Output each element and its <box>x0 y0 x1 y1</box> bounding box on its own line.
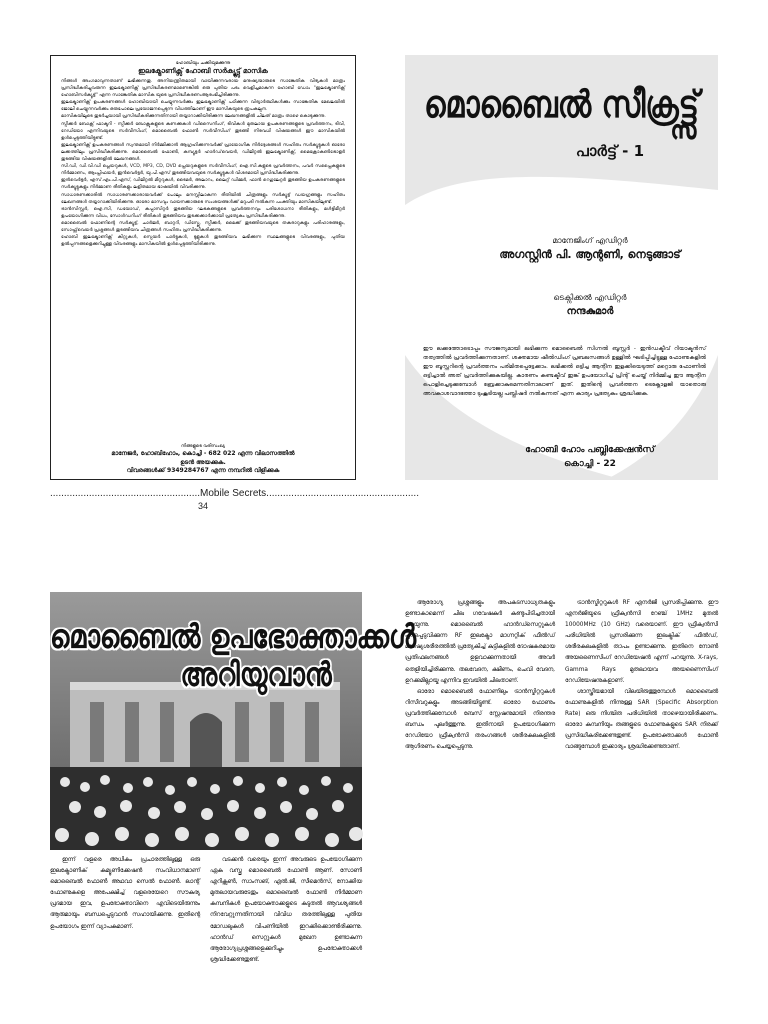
article-column-4 <box>565 598 718 1024</box>
cover-part-label: പാർട്ട് - 1 <box>575 142 645 160</box>
page-number: 34 <box>197 501 208 511</box>
crowd-photo <box>50 592 416 850</box>
managing-editor-label: മാനേജിംഗ് എഡിറ്റർ <box>552 236 628 245</box>
ad-footer-address: മാനേജർ, ഹോബിഹോം, കൊച്ചി - 682 022 എന്ന വിലാസത്തിൽ <box>111 450 295 457</box>
article-paragraph: ആരോഗ്യ പ്രശ്നങ്ങളും അപകടസാധ്യതകളും ഉണ്ടാകാമെന്ന് ചില ഗവേഷകർ കണ്ടുപിടിച്ചതായി പറയുന്നു. മൊബൈൽ ഹാൻഡ്സെറ്റുകൾ പുറപ്പെടുവിക്കുന്ന RF ഇലക്ട്രോ മാഗ്നറ്റിക് ഫീൽഡ് മനുഷ്യശരീരത്തിൽ പ്രത്യേകിച്ച് കുട്ടികളിൽ ദോഷകരമായ പ്രതിഫലനങ്ങൾ ഉളവാക്കുന്നതായി അവർ തെളിയിച്ചിരിക്കുന്നു. തലവേദന, ക്ഷീണം, ചെവി വേദന, ഉറക്കമില്ലായ്മ എന്നിവ ഇവയിൽ ചിലതാണ്. <box>405 600 555 684</box>
article-title-line2: അറിയുവാൻ <box>180 656 332 694</box>
ad-paragraph: ഇലക്ട്രോണിക്സ് ഉപകരണങ്ങൾ സ്വന്തമായി നിർമ്മിക്കാൻ ആഗ്രഹിക്കുന്നവർക്ക് പ്രായോഗിക നിർദ്ദേശങ്ങൾ സഹിതം സർക്യൂട്ടുകൾ ഓരോ ലക്കത്തിലും പ്രസിദ്ധീകരിക്കുന്നു. മൊബൈൽ ഫോൺ, കമ്പ്യൂട്ടർ ഹാർഡ്‌വെയർ, ഡിജിറ്റൽ ഇലക്ട്രോണിക്സ്, മൈക്രോകൺട്രോളർ തുടങ്ങിയ വിഷയങ്ങളിൽ ലേഖനങ്ങൾ. <box>61 142 345 163</box>
article-paragraph: ശാസ്ത്രീയമായി വിലയിരുത്തുമ്പോൾ മൊബൈൽ ഫോണുകളിൽ നിന്നുള്ള SAR (Specific Absorption Rate) ഒരു നിശ്ചിത പരിധിയിൽ താഴെയായിരിക്കണം. ഓരോ കമ്പനിയും തങ്ങളുടെ ഫോണുകളുടെ SAR നിരക്ക് പ്രസിദ്ധീകരിക്കേണ്ടതുണ്ട്. ഉപഭോക്താക്കൾ ഫോൺ വാങ്ങുമ്പോൾ ഇക്കാര്യം ശ്രദ്ധിക്കേണ്ടതാണ്. <box>565 688 718 751</box>
article-paragraph: ട്രാൻസ്മിറ്ററുകൾ RF എനർജി പ്രസരിപ്പിക്കുന്നു. ഈ എനർജിയുടെ ഫ്രീക്വൻസി റേഞ്ച് 1MHz മുതൽ 10000MHz (10 GHz) വരെയാണ്. ഈ ഫ്രീക്വൻസി പരിധിയിൽ പ്രസരിക്കുന്ന ഇലക്ട്രിക് ഫീൽഡ്, ശരീരകലകളിൽ താപം ഉണ്ടാക്കുന്നു. ഇതിനെ നോൺ അയണൈസിംഗ് റേഡിയേഷൻ എന്ന് പറയുന്നു. X-rays, Gamma Rays മുതലായവ അയണൈസിംഗ് റേഡിയേഷനുകളാണ്. <box>565 600 718 684</box>
publisher-name: ഹോബി ഹോം പബ്ലിക്കേഷൻസ് <box>525 445 655 455</box>
ad-paragraph: ട്രാൻസിസ്റ്റർ, ഐ.സി, ഡയോഡ്, കപ്പാസിറ്റർ തുടങ്ങിയ ഘടകങ്ങളുടെ പ്രവർത്തനവും പരിശോധനാ രീതികളും, മൾട്ടിമീറ്റർ ഉപയോഗിക്കുന്ന വിധം, സോൾഡറിംഗ് രീതികൾ തുടങ്ങിയവ തുടക്കക്കാർക്കായി പ്രത്യേകം പ്രസിദ്ധീകരിക്കുന്നു. <box>61 206 345 219</box>
publisher-city: കൊച്ചി - 22 <box>564 459 616 469</box>
article-paragraph: ഓരോ മൊബൈൽ ഫോണിലും ട്രാൻസ്മിറ്ററുകൾ റിസീവറുകളും അടങ്ങിയിട്ടുണ്ട്. ഓരോ ഫോണും പ്രവർത്തിക്കുമ്പോൾ ബേസ് സ്റ്റേഷനുമായി നിരന്തര ബന്ധം പുലർത്തുന്നു. ഇതിനായി ഉപയോഗിക്കുന്ന റേഡിയോ ഫ്രീക്വൻസി തരംഗങ്ങൾ ശരീരകലകളിൽ ആഗിരണം ചെയ്യപ്പെടുന്നു. <box>405 688 555 751</box>
article-paragraph: ഇന്ന് വളരെ അധികം പ്രചാരത്തിലുള്ള ഒരു ഇലക്ട്രോണിക് കമ്യൂണിക്കേഷൻ സംവിധാനമാണ് മൊബൈൽ ഫോൺ അഥവാ സെൽ ഫോൺ. ലാന്റ് ഫോണുകളെ അപേക്ഷിച്ച് വളരെയേറെ സൗകര്യ പ്രദമായ ഇവ, ഉപഭോക്താവിനെ എവിടെയിരുന്നും ആരുമായും ബന്ധപ്പെടുവാൻ സഹായിക്കുന്നു. ഇതിന്റെ ഉപയോഗം ഇന്ന് വ്യാപകമാണ്. <box>50 857 200 930</box>
cover-intro-text: ഈ ലക്കത്തോടൊപ്പം സൗജന്യമായി ലഭിക്കുന്ന മൊബൈൽ സിഗ്നൽ ബൂസ്റ്റർ - ഇൻഡക്ടീവ് റിയാക്ടൻസ് തത്വത്തിൽ പ്രവർത്തിക്കുന്നതാണ്. ശക്തമായ ഷീൽഡിംഗ് പ്രബലസങ്ങൾ ഉള്ളിൽ ഘടിപ്പിച്ചിട്ടുള്ള ഫോണുകളിൽ ഈ ബൂസ്റ്ററിന്റെ പ്രവർത്തനം പരിമിതപ്പെട്ടേക്കാം. ലഭിക്കൽ ഒട്ടിച്ച ആന്റിന ഇളക്കിയെടുത്ത് മറ്റൊരു ഫോണിൽ ഒട്ടിച്ചാൽ അത് പ്രവർത്തിക്കുകയില്ല. കാരണം കണ്ടക്ടീവ് ഇങ്ക് ഉപയോഗിച്ച് പ്രിന്റ് ചെയ്ത് നിർമ്മിച്ച ഈ ആന്റിന പൊളിച്ചെടുക്കുമ്പോൾ ബ്രേക്കാകുമെന്നതിനാലാണ് ഇത്. ഇതിന്റെ പ്രവർത്തന ടെക്നോളജി യാതൊരു അവകാശവാദത്തോ ടുംകൂടിയല്ല പബ്ലിഷർ നൽകുന്നത് എന്ന കാര്യം പ്രത്യേകം ശ്രദ്ധിക്കുക. <box>423 346 706 397</box>
ad-magazine-title: ഇലക്ട്രോണിക്സ് ഹോബി സർക്യൂട്ട്സ് മാസിക <box>138 67 268 75</box>
ad-paragraph: ഇലക്ട്രോണിക്സ് ഉപകരണങ്ങൾ ഹോബിയായി ചെയ്യുന്നവർക്കും ഇലക്ട്രോണിക്സ് പഠിക്കുന്ന വിദ്യാർത്ഥികൾക്കും സാങ്കേതിക മേഖലയിൽ ജോലി ചെയ്യുന്നവർക്കും ഒരുപോലെ പ്രയോജനപ്പെടുന്ന വിധത്തിലാണ് ഈ മാസികയുടെ രൂപകല്പന. <box>61 100 345 113</box>
technical-editor-label: ടെക്നിക്കൽ എഡിറ്റർ <box>553 293 627 302</box>
ad-footer-phone: വിവരങ്ങൾക്ക് 9349284767 എന്ന നമ്പറിൽ വിളിക്കുക <box>126 467 280 474</box>
ad-paragraph: സ്പീക്കർ ബോക്സ് ഫാക്ടറി - സ്പീക്കർ ബോക്സുകളുടെ കണക്കുകൾ ഡിസൈനിംഗ്, ടിവികൾ മുതലായ ഉപകരണങ്ങളുടെ പ്രവർത്തനം, ടിവി, റേഡിയോ എന്നിവയുടെ സർവീസിംഗ്, മൊബൈൽ ഫോൺ സർവീസിംഗ് തുടങ്ങി നിരവധി വിഷയങ്ങൾ ഈ മാസികയിൽ ഉൾപ്പെടുത്തിയിട്ടുണ്ട്. <box>61 121 345 141</box>
subscription-ad-page <box>50 55 356 480</box>
ad-footer-note: നിങ്ങളുടെ വരിസംഖ്യ <box>181 444 225 449</box>
technical-editor-name: നന്ദകുമാർ <box>566 306 614 317</box>
cover-title: മൊബൈൽ സീക്രട്ട്സ് <box>424 83 699 127</box>
ad-paragraph: നിങ്ങൾ അംഗമാവുന്നതാണ് ലഭിക്കുന്നതു. അനിയന്ത്രിതമായി വായിക്കുന്നവരായ മനുഷ്യന്മാരുടെ സാങ്കേതിക വിദ്യകൾ മാത്രം പ്രസിദ്ധീകരിച്ചുവരുന്ന ഇലക്ട്രോണിക്സ് പ്രസിദ്ധീകരണമാണെങ്കിൽ ഒരു പുതിയ പടം വെളിച്ചമാകുന്ന ഹോബി ഡോം "ഇലക്ട്രോണിക്സ് ഹോബിസർക്യൂട്ട്" എന്ന സാങ്കേതിക മാസിക യുടെ പ്രസിദ്ധീകരണംആരംഭിച്ചിരിക്കുന്നു. <box>61 79 345 99</box>
article-column-2 <box>210 855 362 1024</box>
ad-footer <box>61 443 345 475</box>
ad-footer-contact: ഉടൻ അയക്കുക. <box>180 459 226 466</box>
ad-paragraph: ഹോബി ഇലക്ട്രോണിക്സ് കിറ്റുകൾ, സ്പെയർ പാർട്ടുകൾ, ടൂളുകൾ തുടങ്ങിയവ ലഭിക്കുന്ന സ്ഥലങ്ങളുടെ വിവരങ്ങളും, പുതിയ ഉൽപ്പന്നങ്ങളെക്കുറിച്ചുള്ള വിവരങ്ങളും മാസികയിൽ ഉൾപ്പെടുത്തിയിരിക്കുന്നു. <box>61 235 345 248</box>
ad-paragraph: മാസികയിലൂടെ തുടർച്ചയായി പ്രസിദ്ധീകരിക്കുന്നതിനായി തയ്യാറാക്കിയിരിക്കുന്ന ലേഖനങ്ങളിൽ ചിലത് മാത്രം താഴെ കൊടുക്കുന്നു. <box>61 114 326 120</box>
ad-body-text <box>61 78 345 445</box>
ad-pre-title: ഹോബിയും ചക്കിയുമക്കുന്നു <box>175 61 231 66</box>
ad-paragraph: ഇൻവെർട്ടർ, എസ്.എം.പി.എസ്, ഡിജിറ്റൽ മീറ്ററുകൾ, ടൈമർ, അലാറം, ലൈറ്റ് ഡിമ്മർ, ഫാൻ റെഗുലേറ്റർ തുടങ്ങിയ ഉപകരണങ്ങളുടെ സർക്യൂട്ടുകളും നിർമ്മാണ രീതികളും ലളിതമായ ഭാഷയിൽ വിവരിക്കുന്നു. <box>61 178 345 191</box>
cover-page <box>405 55 718 480</box>
managing-editor-name: അഗസ്റ്റിൻ പി. ആന്റണി, നെടുങ്ങാട് <box>499 248 681 261</box>
ad-paragraph: മൊബൈൽ ഫോണിന്റെ സർക്യൂട്ട്, ചാർജർ, ബാറ്ററി, ഡിസ്പ്ലേ, സ്പീക്കർ, മൈക്ക് തുടങ്ങിയവയുടെ തകരാറുകളും പരിഹാരങ്ങളും, സോഫ്റ്റ്‌വെയർ പ്രശ്നങ്ങൾ തുടങ്ങിയവ ചിത്രങ്ങൾ സഹിതം പ്രസിദ്ധീകരിക്കുന്നു. <box>61 220 345 233</box>
ad-paragraph: സാധാരണക്കാരിൽ സാധാരണക്കാരായവർക്ക് പോലും മനസ്സിലാകുന്ന രീതിയിൽ ചിത്രങ്ങളും സർക്യൂട്ട് ഡയഗ്രങ്ങളും സഹിതം ലേഖനങ്ങൾ തയ്യാറാക്കിയിരിക്കുന്നു. ഓരോ മാസവും വായനക്കാരുടെ സംശയങ്ങൾക്ക് മറുപടി നൽകുന്ന പംക്തിയും മാസികയിലുണ്ട്. <box>61 192 345 205</box>
article-column-3 <box>405 598 555 1024</box>
page-caption: ......................................................Mobile Secrets....................................................... <box>50 488 419 499</box>
article-title-line1: മൊബൈൽ ഉപഭോക്താക്കൾ <box>50 618 416 656</box>
ad-paragraph: സി.ഡി, ഡി.വി.ഡി പ്ലെയറുകൾ, VCD, MP3, CD, DVD പ്ലെയറുകളുടെ സർവീസിംഗ്, ഐ.സി.കളുടെ പ്രവർത്തനം, പവർ സപ്ലൈകളുടെ നിർമ്മാണം, ആംപ്ലിഫയർ, ഇൻവെർട്ടർ, യു.പി.എസ് തുടങ്ങിയവയുടെ സർക്യൂട്ടുകൾ വിശദമായി പ്രസിദ്ധീകരിക്കുന്നു. <box>61 164 345 177</box>
article-column-1 <box>50 855 200 1024</box>
article-paragraph: വടക്കൻ വരെയും ഇന്ന് അവരുടെ ഉപയോഗിക്കുന്ന ഏക വസ്തു മൊബൈൽ ഫോൺ ആണ്. സോണി എറിക്സൺ, സാംസങ്, എൽ.ജി, സീമെൻസ്, നോക്കിയ മുതലായവരുടേതും മൊബൈൽ ഫോൺ നിർമ്മാണ കമ്പനികൾ ഉപയോക്താക്കളുടെ കുടുതൽ ആവശ്യങ്ങൾ നിറവേറ്റുന്നതിനായി വിവിധ തരത്തിലുള്ള പുതിയ മോഡലുകൾ വിപണിയിൽ ഇറക്കിക്കൊണ്ടിരിക്കുന്നു. ഹാൻഡ് സെറ്റുകൾ മുഖേന ഉണ്ടാകുന്ന ആരോഗ്യപ്രശ്നങ്ങളെക്കുറിച്ചും ഉപഭോക്താക്കൾ ശ്രദ്ധിക്കേണ്ടതുണ്ട്. <box>210 857 362 963</box>
